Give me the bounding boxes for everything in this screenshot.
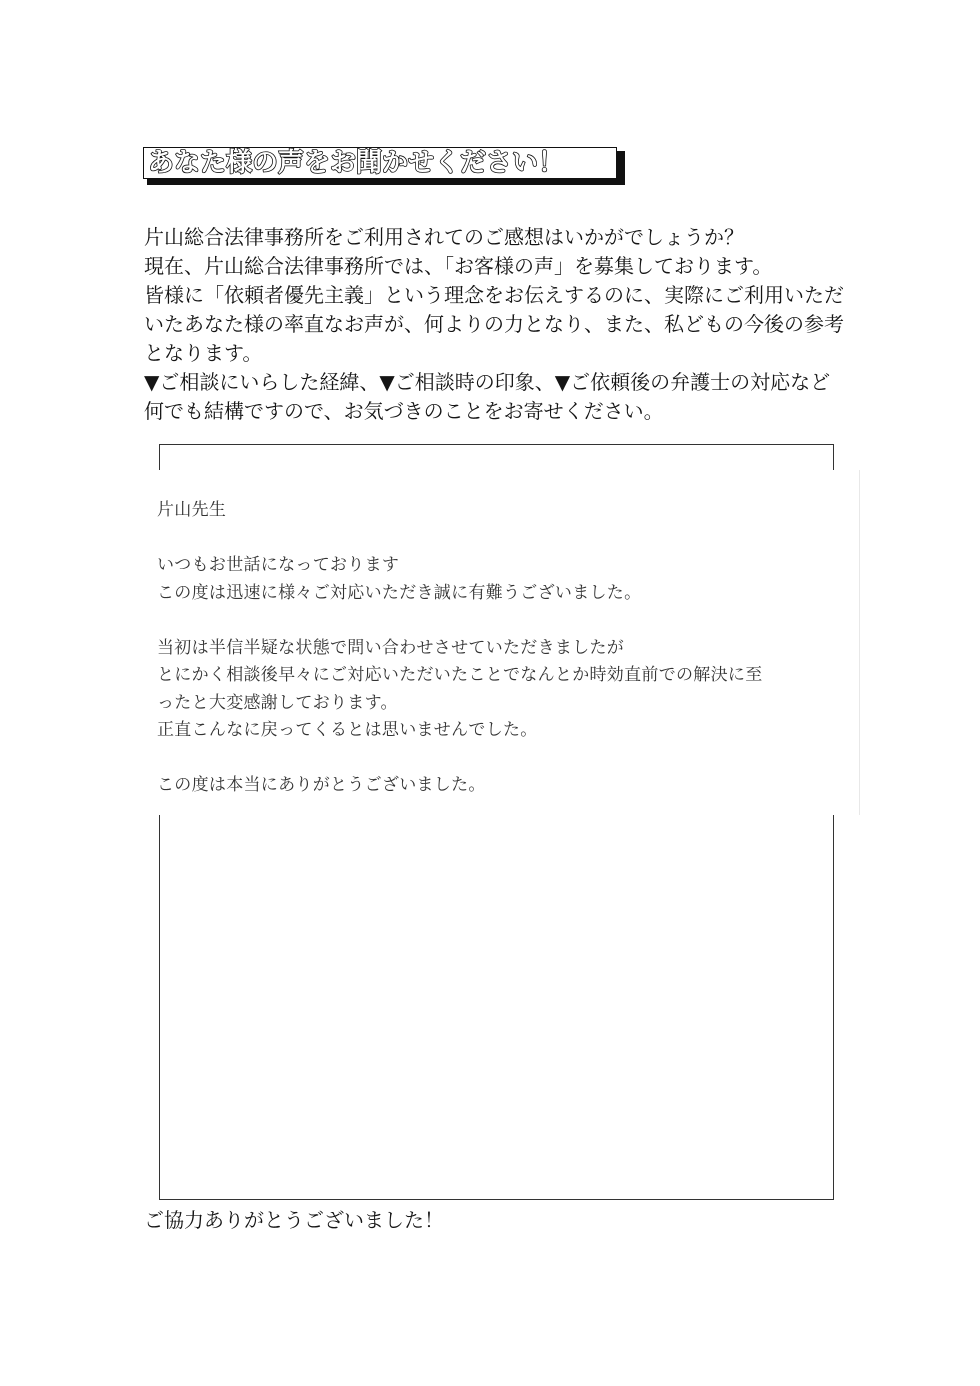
customer-letter bbox=[157, 497, 857, 800]
intro-line: 現在、片山総合法律事務所では、「お客様の声」を募集しております。 bbox=[144, 254, 773, 278]
intro-line: となります。 bbox=[144, 341, 263, 365]
intro-line: 片山総合法律事務所をご利用されてのご感想はいかがでしょうか？ bbox=[144, 225, 744, 249]
letter-line: ったと大変感謝しております。 bbox=[157, 692, 398, 713]
letter-line: いつもお世話になっております bbox=[157, 555, 400, 575]
page-title: あなた様の声をお聞かせください！ bbox=[148, 148, 565, 178]
letter-greeting: 片山先生 bbox=[157, 500, 227, 520]
title-banner bbox=[143, 147, 621, 181]
letter-line: 当初は半信半疑な状態で問い合わせさせていただきましたが bbox=[157, 637, 625, 658]
letter-line: 正直こんなに戻ってくるとは思いませんでした。 bbox=[157, 720, 538, 740]
letter-closing: この度は本当にありがとうございました。 bbox=[157, 775, 486, 795]
title-box bbox=[143, 147, 617, 179]
letter-line: とにかく相談後早々にご対応いただいたことでなんとか時効直前での解決に至 bbox=[157, 665, 763, 685]
intro-line: 何でも結構ですので、お気づきのことをお寄せください。 bbox=[144, 399, 664, 423]
intro-text bbox=[144, 223, 856, 426]
thank-you-footer: ご協力ありがとうございました！ bbox=[144, 1208, 444, 1232]
intro-line: ▼ご相談にいらした経緯、▼ご相談時の印象、▼ご依頼後の弁護士の対応など bbox=[144, 370, 831, 394]
intro-line: いたあなた様の率直なお声が、何よりの力となり、また、私どもの今後の参考 bbox=[144, 312, 844, 336]
letter-line: この度は迅速に様々ご対応いただき誠に有難うございました。 bbox=[157, 582, 642, 603]
intro-line: 皆様に「依頼者優先主義」という理念をお伝えするのに、実際にご利用いただ bbox=[144, 283, 844, 307]
